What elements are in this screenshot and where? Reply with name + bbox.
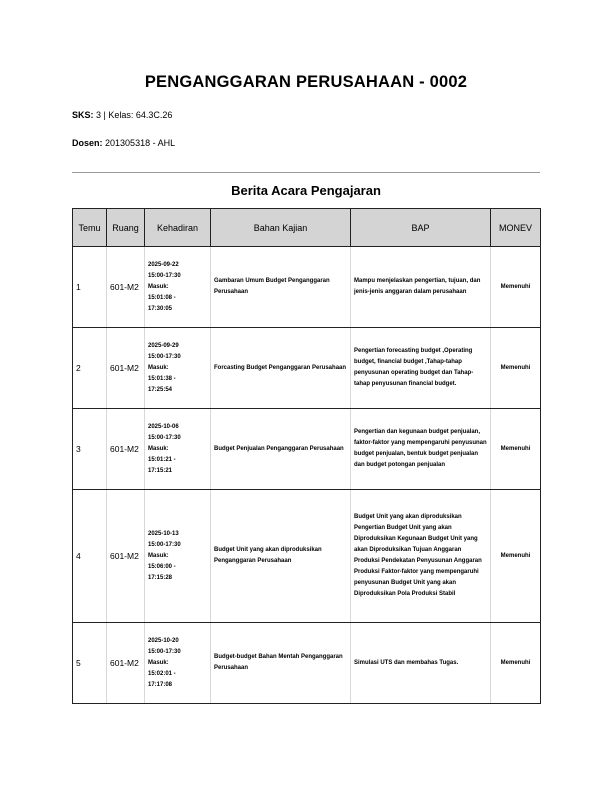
ruang-cell: 601-M2 (107, 247, 145, 328)
monev-cell: Memenuhi (491, 328, 541, 409)
ruang-cell: 601-M2 (107, 623, 145, 704)
lecturer-info (72, 138, 175, 148)
kehadiran-cell: 2025-09-29 15:00-17:30 Masuk: 15:01:38 - 17:25:54 (145, 328, 211, 409)
kehadiran-cell: 2025-10-13 15:00-17:30 Masuk: 15:06:00 - 17:15:28 (145, 490, 211, 623)
sks-class-info (72, 110, 172, 120)
temu-cell: 4 (73, 490, 107, 623)
header-bahan-kajian: Bahan Kajian (211, 209, 351, 247)
table-row (73, 490, 541, 623)
header-temu: Temu (73, 209, 107, 247)
monev-cell: Memenuhi (491, 490, 541, 623)
monev-cell: Memenuhi (491, 623, 541, 704)
dosen-label: Dosen: (72, 138, 103, 148)
kehadiran-cell: 2025-10-20 15:00-17:30 Masuk: 15:02:01 - 17:17:08 (145, 623, 211, 704)
divider-line (72, 172, 540, 173)
bahan-kajian-cell: Budget Penjualan Penganggaran Perusahaan (211, 409, 351, 490)
document-title: PENGANGGARAN PERUSAHAAN - 0002 (144, 73, 468, 91)
monev-cell: Memenuhi (491, 409, 541, 490)
table-header-row (73, 209, 541, 247)
bahan-kajian-cell: Forcasting Budget Penganggaran Perusahaan (211, 328, 351, 409)
header-monev: MONEV (491, 209, 541, 247)
teaching-report-table (72, 208, 541, 704)
kehadiran-cell: 2025-09-22 15:00-17:30 Masuk: 15:01:08 - 17:30:05 (145, 247, 211, 328)
header-ruang: Ruang (107, 209, 145, 247)
sks-class-value: 3 | Kelas: 64.3C.26 (96, 110, 173, 120)
monev-cell: Memenuhi (491, 247, 541, 328)
kehadiran-cell: 2025-10-06 15:00-17:30 Masuk: 15:01:21 - 17:15:21 (145, 409, 211, 490)
ruang-cell: 601-M2 (107, 409, 145, 490)
bap-cell: Pengertian forecasting budget ,Operating budget, financial budget ,Tahap-tahap penyusunan operating budget dan Tahap-tahap penyusunan financial budget. (351, 328, 491, 409)
section-title: Berita Acara Pengajaran (231, 183, 381, 198)
ruang-cell: 601-M2 (107, 328, 145, 409)
table-row (73, 328, 541, 409)
bahan-kajian-cell: Budget-budget Bahan Mentah Penganggaran Perusahaan (211, 623, 351, 704)
table-row (73, 409, 541, 490)
table-row (73, 247, 541, 328)
temu-cell: 1 (73, 247, 107, 328)
bahan-kajian-cell: Gambaran Umum Budget Penganggaran Perusahaan (211, 247, 351, 328)
sks-label: SKS: (72, 110, 94, 120)
bap-cell: Mampu menjelaskan pengertian, tujuan, dan jenis-jenis anggaran dalam perusahaan (351, 247, 491, 328)
table-row (73, 623, 541, 704)
bap-cell: Simulasi UTS dan membahas Tugas. (351, 623, 491, 704)
temu-cell: 2 (73, 328, 107, 409)
temu-cell: 5 (73, 623, 107, 704)
header-bap: BAP (351, 209, 491, 247)
ruang-cell: 601-M2 (107, 490, 145, 623)
dosen-value: 201305318 - AHL (105, 138, 176, 148)
bahan-kajian-cell: Budget Unit yang akan diproduksikan Penganggaran Perusahaan (211, 490, 351, 623)
temu-cell: 3 (73, 409, 107, 490)
bap-cell: Pengertian dan kegunaan budget penjualan, faktor-faktor yang mempengaruhi penyusunan budget penjualan, bentuk budget penjualan dan budget potongan penjualan (351, 409, 491, 490)
header-kehadiran: Kehadiran (145, 209, 211, 247)
bap-cell: Budget Unit yang akan diproduksikan Pengertian Budget Unit yang akan Diproduksikan Kegunaan Budget Unit yang akan Diproduksikan Tujuan Anggaran Produksi Pendekatan Penyusunan Anggaran Produksi Faktor-faktor yang mempengaruhi penyusunan Budget Unit yang akan Diproduksikan Pola Produksi Stabil (351, 490, 491, 623)
